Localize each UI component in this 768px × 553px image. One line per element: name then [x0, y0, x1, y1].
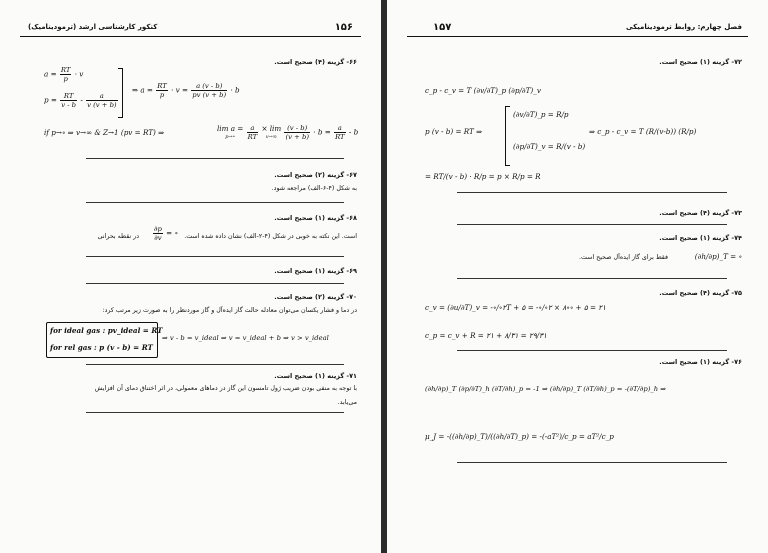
cyclic-relation: (∂h/∂p)_T (∂p/∂T)_h (∂T/∂h)_p = -1 ⇒ (∂h/∂p)_T (∂T/∂h)_p = -(∂T/∂p)_h ⇒: [425, 385, 667, 393]
separator-line: [457, 350, 727, 351]
separator-line: [86, 283, 344, 284]
page-number: ۱۵۶: [334, 22, 353, 33]
answer-76: ۷۶- گزینه (۱) صحیح است.: [659, 358, 742, 366]
equation-p-def: p = $\frac{RT}{v - b}$ - $\frac{a}{v (v + b)}$: [44, 92, 117, 109]
q71-text-line1: با توجه به منفی بودن ضریب ژول تامسون این گاز در دماهای معمولی، در اثر اختناق دمای آن افزایش: [94, 385, 357, 392]
separator-line: [457, 192, 727, 193]
separator-line: [457, 278, 727, 279]
limit-result: lim a = p→∘ $\frac{a}{RT}$ × lim v→∞ $\frac{(v - b)}{(v + b)}$ · b = $\frac{a}{RT}$ - b: [217, 123, 359, 141]
separator-line: [86, 158, 344, 159]
separator-line: [457, 224, 727, 225]
left-page: [0, 0, 381, 553]
answer-69: ۶۹- گزینه (۱) صحیح است.: [274, 267, 357, 275]
answer-66: ۶۶- گزینه (۴) صحیح است.: [274, 58, 357, 66]
q71-text-line2: می‌یابد.: [337, 399, 357, 406]
separator-line: [86, 412, 344, 413]
right-brace: [118, 68, 123, 118]
answer-67: ۶۷- گزینه (۲) صحیح است.: [274, 171, 357, 179]
partial-v-T: (∂v/∂T)_p = R/p: [513, 110, 569, 119]
answer-68: ۶۸- گزینه (۱) صحیح است.: [274, 214, 357, 222]
q68-text-b: است. این نکته به خوبی در شکل (۴-۲-الف) نشان داده شده است.: [184, 233, 357, 240]
limit-condition: if p→∘ ⇒ v→∞ & Z→1 (pv = RT) ⇒: [44, 128, 165, 137]
cv-calculation: c_v = (∂u/∂T)_v = -∘/∘۲T + ۵ = -∘/∘۲ × ۸∘∘ + ۵ = ۲۱: [425, 303, 607, 312]
equation-a-def: a = $\frac{RT}{p}$ · v: [44, 66, 84, 83]
partial-p-T: (∂p/∂T)_v = R/(v - b): [513, 142, 586, 151]
q68-derivative: $\frac{\partial p}{\partial v}$ = ∘: [153, 225, 178, 242]
answer-73: ۷۳- گزینه (۴) صحیح است.: [659, 209, 742, 217]
right-page: [387, 0, 768, 553]
page-header: [407, 22, 748, 37]
answer-71: ۷۱- گزینه (۱) صحیح است.: [274, 372, 357, 380]
separator-line: [457, 462, 727, 463]
cp-cv-equals-R: = RT/(v - b) · R/p = p × R/p = R: [425, 172, 541, 181]
answer-74: ۷۴- گزینه (۱) صحیح است.: [659, 234, 742, 242]
ideal-gas-equation: for ideal gas : pv_ideal = RT: [50, 326, 163, 335]
cp-cv-result: ⇒ c_p - c_v = T (R/(v-b)) (R/p): [589, 127, 697, 136]
cp-calculation: c_p = c_v + R = ۲۱ + ۸/۳۱ = ۲۹/۳۱: [425, 331, 547, 340]
answer-70: ۷۰- گزینه (۲) صحیح است.: [274, 293, 357, 301]
q68-text-a: در نقطه بحرانی: [97, 233, 139, 240]
q70-text: در دما و فشار یکسان می‌توان معادله حالت گاز ایده‌آل و گاز موردنظر را به صورت زیر مرتب کرد:: [102, 307, 357, 314]
answer-72: ۷۲- گزینه (۱) صحیح است.: [659, 58, 742, 66]
cp-cv-relation: c_p - c_v = T (∂v/∂T)_p (∂p/∂T)_v: [425, 86, 541, 95]
separator-line: [86, 364, 344, 365]
separator-line: [86, 256, 344, 257]
header-title: فصل چهارم: روابط ترمودینامیکی: [626, 23, 742, 31]
equation-a-result: ⇒ a = $\frac{RT}{p}$ · v = $\frac{a (v - b)}{pv (v + b)}$ · b: [132, 82, 240, 99]
separator-line: [86, 202, 344, 203]
answer-75: ۷۵- گزینه (۴) صحیح است.: [659, 289, 742, 297]
left-brace: [505, 106, 510, 166]
joule-thomson-coefficient: μ_J = -((∂h/∂p)_T)/((∂h/∂T)_p) = -(-aT²)/c_p = aT²/c_p: [425, 432, 614, 441]
volume-comparison: ⇒ v - b = v_ideal ⇒ v = v_ideal + b ⇒ v > v_ideal: [162, 334, 329, 342]
van-der-waals-like-equation: p (v - b) = RT ⇒: [425, 127, 483, 136]
page-number: ۱۵۷: [433, 22, 452, 33]
joule-condition: (∂h/∂p)_T = ∘: [694, 252, 742, 261]
real-gas-equation: for rel gas : p (v - b) = RT: [50, 343, 153, 352]
q67-text: به شکل (۴-۶-الف) مراجعه شود.: [271, 185, 357, 192]
page-header: [20, 22, 361, 37]
header-title: کنکور کارشناسی ارشد (ترمودینامیک): [28, 23, 158, 31]
q74-text: فقط برای گاز ایده‌آل صحیح است.: [578, 254, 668, 261]
